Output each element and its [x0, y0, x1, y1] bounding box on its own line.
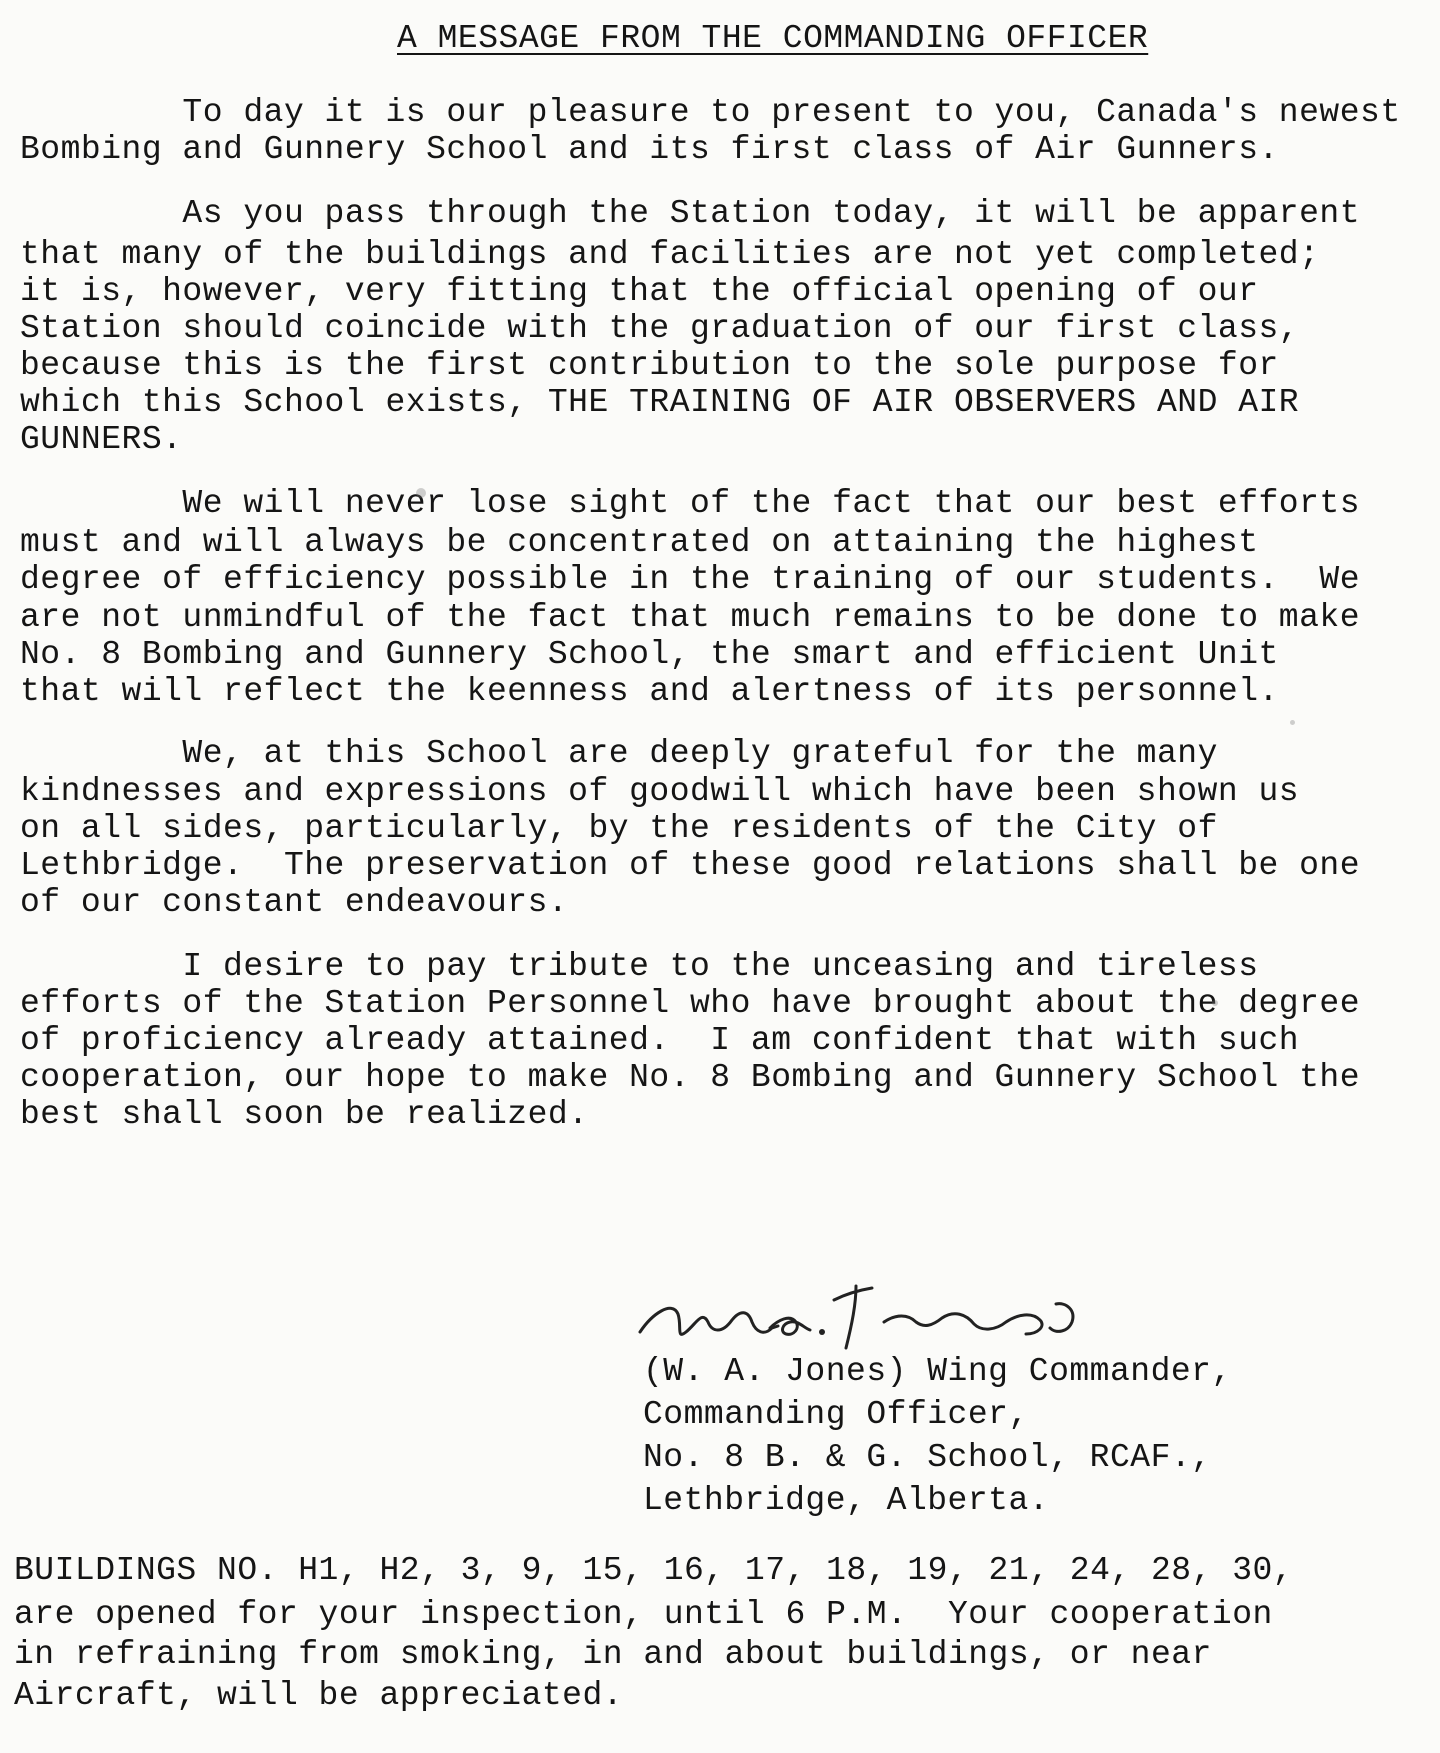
paper-speck [1212, 1000, 1218, 1006]
signature-block [643, 1350, 1232, 1522]
text-line: on all sides, particularly, by the residents of the City of [20, 810, 1218, 847]
text-line: it is, however, very fitting that the official opening of our [20, 273, 1259, 310]
text-line: degree of efficiency possible in the training of our students. We [20, 561, 1361, 598]
text-line: Station should coincide with the graduation of our first class, [20, 310, 1300, 347]
text-line: I desire to pay tribute to the unceasing and tireless [20, 948, 1259, 985]
text-line: are opened for your inspection, until 6 P.M. Your cooperation [14, 1596, 1273, 1633]
text-line: in refraining from smoking, in and about buildings, or near [14, 1636, 1212, 1673]
handwritten-signature [620, 1270, 1140, 1360]
text-line: We, at this School are deeply grateful for the many [20, 735, 1218, 772]
signatory-unit: No. 8 B. & G. School, RCAF., [643, 1439, 1212, 1476]
text-line: Bombing and Gunnery School and its first class of Air Gunners. [20, 131, 1279, 168]
signatory-name-rank: (W. A. Jones) Wing Commander, [643, 1353, 1232, 1390]
paper-speck [104, 1078, 109, 1083]
text-line: are not unmindful of the fact that much remains to be done to make [20, 599, 1361, 636]
text-line: which this School exists, THE TRAINING OF AIR OBSERVERS AND AIR [20, 384, 1300, 421]
text-line: We will never lose sight of the fact that our best efforts [20, 485, 1361, 522]
signatory-location: Lethbridge, Alberta. [643, 1482, 1050, 1519]
text-line: Lethbridge. The preservation of these good relations shall be one [20, 847, 1361, 884]
text-line: kindnesses and expressions of goodwill which have been shown us [20, 773, 1300, 810]
text-line: No. 8 Bombing and Gunnery School, the smart and efficient Unit [20, 636, 1279, 673]
text-line: efforts of the Station Personnel who have brought about the degree [20, 985, 1361, 1022]
paper-speck [1290, 720, 1295, 725]
signatory-title: Commanding Officer, [643, 1396, 1029, 1433]
text-line: GUNNERS. [20, 421, 183, 458]
text-line: Aircraft, will be appreciated. [14, 1677, 624, 1714]
text-line: of our constant endeavours. [20, 884, 569, 921]
text-line: because this is the first contribution to the sole purpose for [20, 347, 1279, 384]
text-line: To day it is our pleasure to present to you, Canada's newest [20, 94, 1401, 131]
text-line: of proficiency already attained. I am confident that with such [20, 1022, 1300, 1059]
text-line: BUILDINGS NO. H1, H2, 3, 9, 15, 16, 17, 18, 19, 21, 24, 28, 30, [14, 1552, 1294, 1589]
text-line: that will reflect the keenness and alertness of its personnel. [20, 673, 1279, 710]
text-line: best shall soon be realized. [20, 1096, 589, 1133]
text-line: As you pass through the Station today, it will be apparent [20, 195, 1361, 232]
text-line: must and will always be concentrated on attaining the highest [20, 524, 1259, 561]
paper-speck [416, 488, 426, 498]
letter-title: A MESSAGE FROM THE COMMANDING OFFICER [397, 20, 1149, 57]
text-line: that many of the buildings and facilities are not yet completed; [20, 236, 1320, 273]
text-line: cooperation, our hope to make No. 8 Bombing and Gunnery School the [20, 1059, 1361, 1096]
